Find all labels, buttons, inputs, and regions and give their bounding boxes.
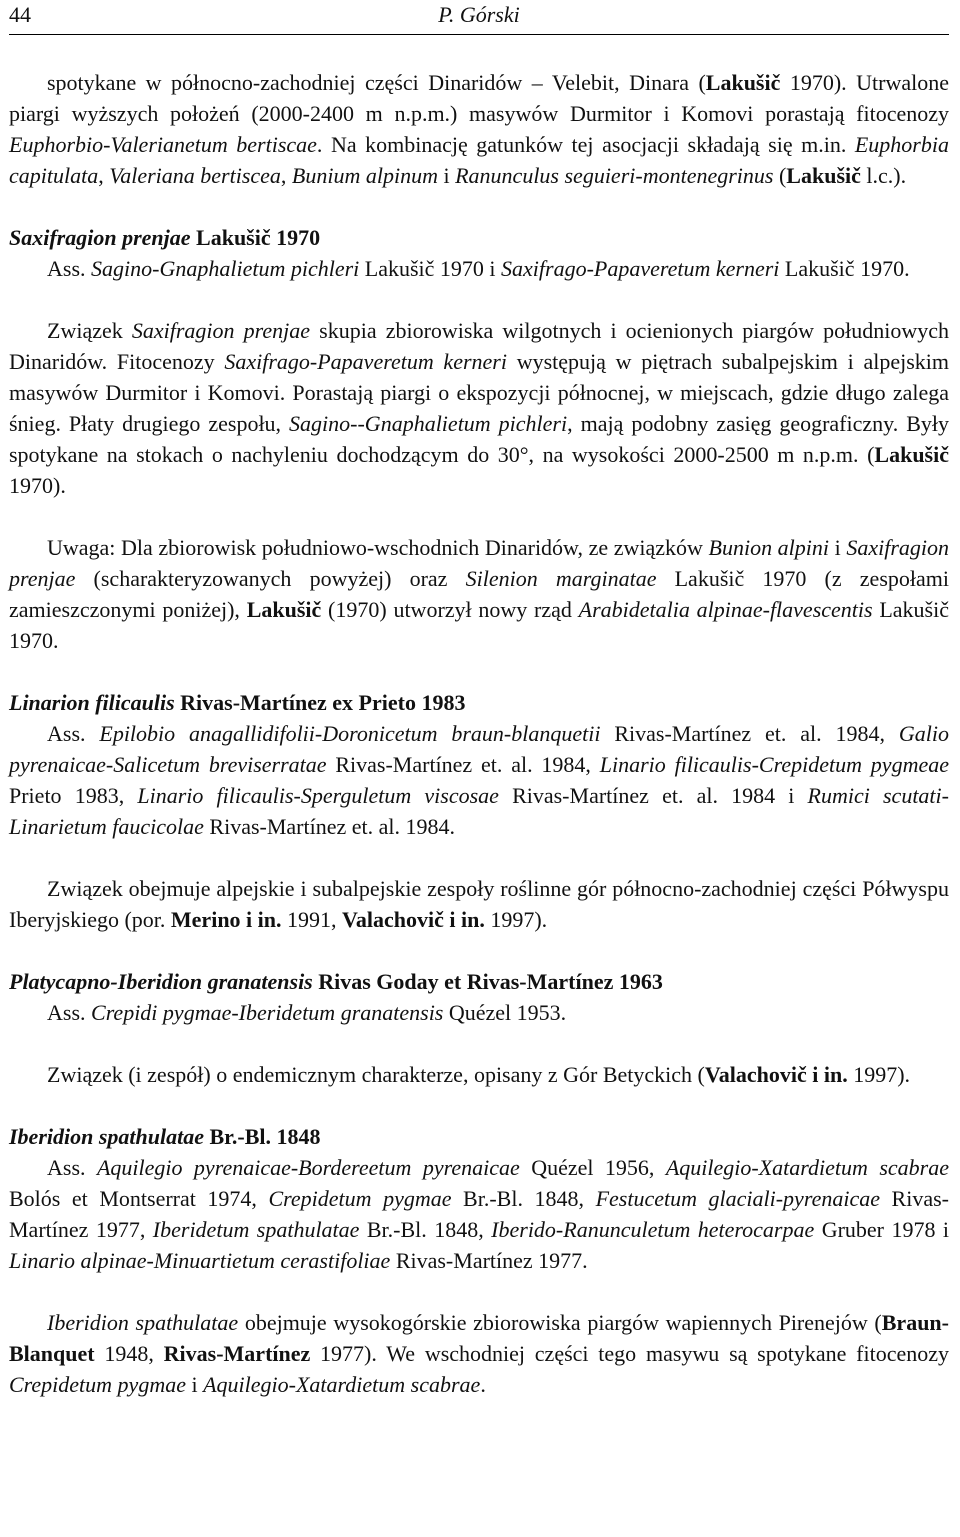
text-run: Br.-Bl. 1848,: [359, 1217, 492, 1242]
text-run: Rivas-Martínez et. al. 1984,: [600, 721, 899, 746]
text-run: Braun-Blanquet: [9, 1310, 949, 1366]
paragraph-gap: [9, 1276, 949, 1307]
paragraph-p11: [9, 1059, 949, 1090]
text-run: Platycapno-Iberidion granatensis: [9, 969, 313, 994]
text-run: Ass.: [47, 1000, 92, 1025]
text-run: Lakušič: [786, 163, 861, 188]
text-run: Linarion filicaulis: [9, 690, 175, 715]
text-run: Bolós et Montserrat 1974,: [9, 1186, 269, 1211]
text-run: Rivas-Martínez et. al. 1984.: [203, 814, 456, 839]
text-run: Iberidion spathulatae: [47, 1310, 239, 1335]
text-run: Rivas-Martínez ex Prieto 1983: [174, 690, 466, 715]
paragraph-gap: [9, 935, 949, 966]
text-run: Rivas-Martínez 1977,: [9, 1186, 949, 1242]
text-run: Epilobio anagallidifolii-Doronicetum braun-blanquetii: [99, 721, 601, 746]
text-run: Quézel 1956,: [519, 1155, 666, 1180]
text-run: Euphorbio-Valerianetum bertiscae: [9, 132, 317, 157]
paragraph-p6: [9, 687, 949, 718]
text-run: Lakušič 1970.: [9, 597, 949, 653]
text-run: Lakušič: [246, 597, 322, 622]
paragraph-gap: [9, 284, 949, 315]
text-run: Merino i in.: [170, 907, 282, 932]
text-run: Bunium alpinum: [291, 163, 438, 188]
text-run: ,: [280, 163, 292, 188]
text-run: Br.-Bl. 1848: [203, 1124, 321, 1149]
header-rule: [9, 34, 949, 35]
text-run: Ass.: [47, 1155, 97, 1180]
paragraph-p12: [9, 1121, 949, 1152]
text-run: Linario filicaulis-Crepidetum pygmeae: [599, 752, 949, 777]
paragraph-p1: [9, 67, 949, 191]
paragraph-gap: [9, 1090, 949, 1121]
paragraph-p5: [9, 532, 949, 656]
text-run: Lakušič: [874, 442, 949, 467]
text-run: Silenion marginatae: [465, 566, 657, 591]
text-run: Rivas-Martínez et. al. 1984,: [326, 752, 600, 777]
text-run: Rumici scutati-Linarietum faucicolae: [9, 783, 949, 839]
text-run: .: [480, 1372, 486, 1397]
paragraph-gap: [9, 656, 949, 687]
text-run: Linario filicaulis-Sperguletum viscosae: [137, 783, 499, 808]
page-number: 44: [9, 2, 31, 27]
text-run: Festucetum glaciali-pyrenaicae: [595, 1186, 880, 1211]
text-run: Saxifragion prenjae: [131, 318, 311, 343]
text-run: Gruber 1978 i: [814, 1217, 950, 1242]
text-run: i: [437, 163, 456, 188]
text-run: 1970).: [9, 473, 66, 498]
text-run: 1997).: [484, 907, 548, 932]
paragraph-p3: [9, 253, 949, 284]
text-run: Crepidetum pygmae: [268, 1186, 452, 1211]
paragraph-p13: [9, 1152, 949, 1276]
text-run: Lakušič: [705, 70, 781, 95]
paragraph-gap: [9, 842, 949, 873]
text-run: Crepidi pygmae-Iberidetum granatensis: [91, 1000, 444, 1025]
paragraph-gap: [9, 36, 949, 67]
text-run: (scharakteryzowanych powyżej) oraz: [75, 566, 466, 591]
text-run: , mają podobny zasięg geograficzny. Były spotykane na stokach o nachyleniu dochodzącym do 30°, na wysokości 2000-2500 m n.p.m. (: [9, 411, 949, 467]
page-header: [9, 0, 949, 36]
body-text: [9, 36, 949, 1400]
text-run: Saxifrago-Papaveretum kerneri: [501, 256, 780, 281]
text-run: Iberidetum spathulatae: [152, 1217, 360, 1242]
text-run: Lakušič 1970.: [779, 256, 910, 281]
text-run: Lakušič 1970 (z zespołami zamieszczonymi poniżej),: [9, 566, 949, 622]
paragraph-p9: [9, 966, 949, 997]
text-run: Ass.: [47, 256, 92, 281]
paragraph-p2: [9, 222, 949, 253]
text-run: Sagino--Gnaphalietum pichleri: [289, 411, 568, 436]
text-run: Lakušič 1970: [190, 225, 321, 250]
paragraph-p4: [9, 315, 949, 501]
text-run: Linario alpinae-Minuartietum cerastifoliae: [9, 1248, 391, 1273]
paragraph-gap: [9, 1028, 949, 1059]
text-run: 1991,: [281, 907, 343, 932]
text-run: Crepidetum pygmae: [9, 1372, 186, 1397]
text-run: skupia zbiorowiska wilgotnych i ocienionych piargów południowych Dinaridów. Fitocenozy: [9, 318, 949, 374]
paragraph-gap: [9, 191, 949, 222]
text-run: . Na kombinację gatunków tej asocjacji składają się m.in.: [316, 132, 855, 157]
text-run: 1970). Utrwalone piargi wyższych położeń (2000-2400 m n.p.m.) masywów Durmitor i Komovi porastają fitocenozy: [9, 70, 950, 126]
text-run: Iberido-Ranunculetum heterocarpae: [491, 1217, 815, 1242]
paragraph-p7: [9, 718, 949, 842]
text-run: i: [829, 535, 847, 560]
text-run: Aquilegio-Xatardietum scabrae: [203, 1372, 481, 1397]
text-run: Euphorbia capitulata: [9, 132, 949, 188]
text-run: występują w piętrach subalpejskim i alpejskim masywów Durmitor i Komovi. Porastają piargi o ekspozycji północnej, w miejscach, gdzie długo zalega śnieg. Płaty drugiego zespołu,: [9, 349, 949, 436]
text-run: Związek (i zespół) o endemicznym charakterze, opisany z Gór Betyckich (: [47, 1062, 705, 1087]
text-run: 1977). We wschodniej części tego masywu są spotykane fitocenozy: [310, 1341, 949, 1366]
text-run: Quézel 1953.: [443, 1000, 567, 1025]
text-run: Związek obejmuje alpejskie i subalpejskie zespoły roślinne gór północno-zachodniej części Półwyspu Iberyjskiego (por.: [9, 876, 949, 932]
paragraph-gap: [9, 501, 949, 532]
text-run: Saxifragion prenjae: [9, 225, 191, 250]
text-run: Saxifragion prenjae: [9, 535, 949, 591]
text-run: Bunion alpini: [708, 535, 830, 560]
paragraph-p14: [9, 1307, 949, 1400]
text-run: ,: [98, 163, 110, 188]
paragraph-p10: [9, 997, 949, 1028]
text-run: Iberidion spathulatae: [9, 1124, 204, 1149]
text-run: Galio pyrenaicae-Salicetum breviserratae: [9, 721, 949, 777]
text-run: 1948,: [94, 1341, 164, 1366]
text-run: Rivas-Martínez 1977.: [390, 1248, 588, 1273]
text-run: Arabidetalia alpinae-flavescentis: [578, 597, 873, 622]
text-run: Ass.: [47, 721, 100, 746]
paragraph-p8: [9, 873, 949, 935]
text-run: Br.-Bl. 1848,: [451, 1186, 596, 1211]
text-run: l.c.).: [860, 163, 907, 188]
text-run: Prieto 1983,: [9, 783, 138, 808]
text-run: Saxifrago-Papaveretum kerneri: [224, 349, 507, 374]
text-run: Ranunculus seguieri-montenegrinus: [455, 163, 774, 188]
text-run: Uwaga: Dla zbiorowisk południowo-wschodnich Dinaridów, ze związków: [47, 535, 709, 560]
text-run: Aquilegio-Xatardietum scabrae: [665, 1155, 949, 1180]
text-run: Rivas-Martínez: [163, 1341, 311, 1366]
text-run: Rivas Goday et Rivas-Martínez 1963: [312, 969, 663, 994]
text-run: Rivas-Martínez et. al. 1984 i: [498, 783, 808, 808]
running-head: P. Górski: [438, 2, 520, 27]
text-run: (: [773, 163, 787, 188]
text-run: obejmuje wysokogórskie zbiorowiska piargów wapiennych Pirenejów (: [238, 1310, 882, 1335]
text-run: Sagino-Gnaphalietum pichleri: [91, 256, 360, 281]
text-run: Valachovič i in.: [342, 907, 485, 932]
text-run: Valachovič i in.: [704, 1062, 848, 1087]
text-run: Związek: [47, 318, 132, 343]
text-run: Aquilegio pyrenaicae-Bordereetum pyrenaicae: [96, 1155, 520, 1180]
text-run: 1997).: [847, 1062, 911, 1087]
text-run: i: [185, 1372, 204, 1397]
text-run: spotykane w północno-zachodniej części Dinaridów – Velebit, Dinara (: [47, 70, 706, 95]
text-run: Valeriana bertiscea: [109, 163, 281, 188]
text-run: Lakušič 1970 i: [359, 256, 502, 281]
text-run: (1970) utworzył nowy rząd: [321, 597, 579, 622]
